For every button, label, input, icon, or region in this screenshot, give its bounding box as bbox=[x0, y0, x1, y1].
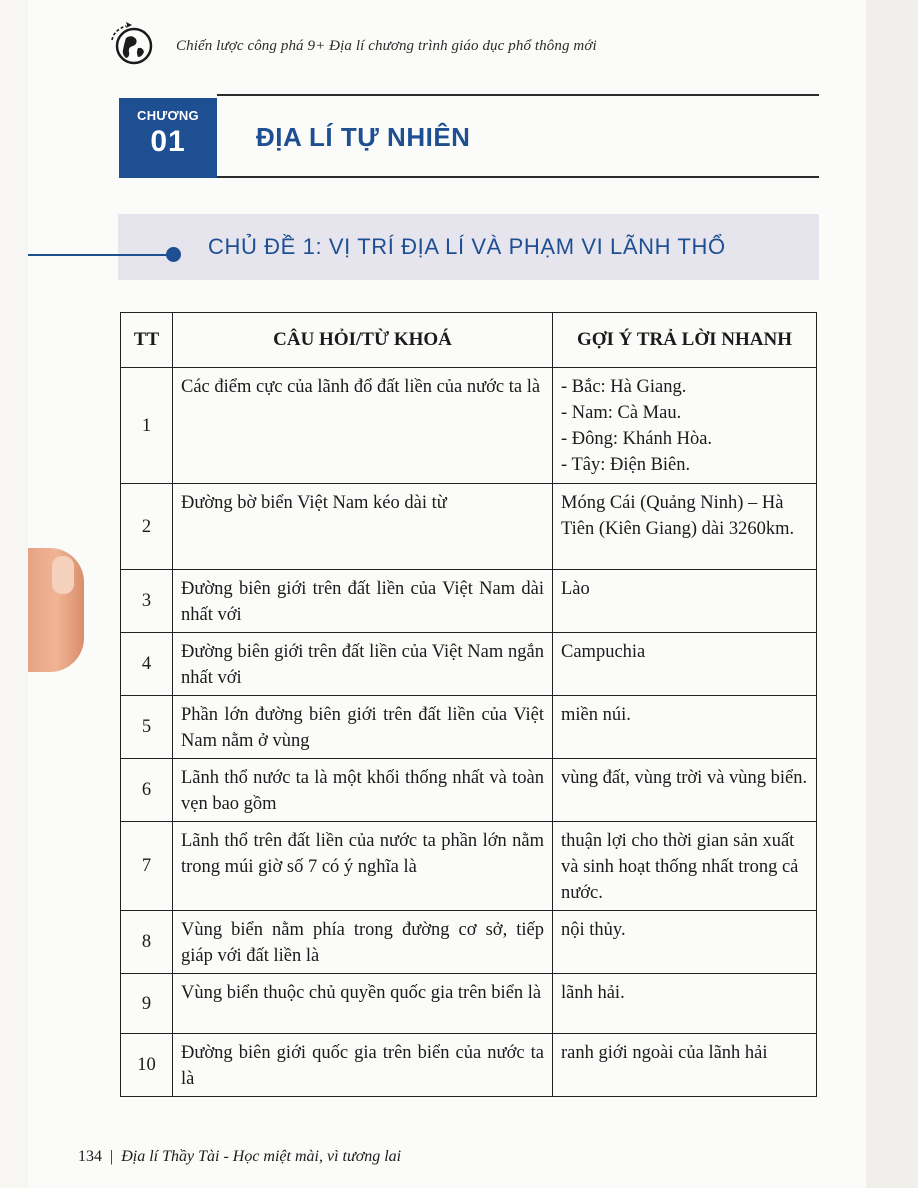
answer-line: - Đông: Khánh Hòa. bbox=[561, 429, 713, 449]
row-question: Vùng biển nằm phía trong đường cơ sở, tiếp giáp với đất liền là bbox=[173, 911, 553, 974]
row-answer bbox=[553, 1034, 817, 1097]
answer-line: nội thủy. bbox=[561, 920, 626, 940]
topic-line bbox=[28, 254, 176, 256]
row-answer bbox=[553, 484, 817, 570]
answer-line: Lào bbox=[561, 579, 590, 599]
qa-table bbox=[120, 312, 817, 1097]
page-number: 134 bbox=[78, 1148, 102, 1165]
topic-bullet-icon bbox=[166, 247, 181, 262]
table-row bbox=[121, 570, 817, 633]
row-answer bbox=[553, 822, 817, 911]
answer-line: Campuchia bbox=[561, 642, 646, 662]
answer-line: - Tây: Điện Biên. bbox=[561, 455, 691, 475]
row-question: Đường bờ biển Việt Nam kéo dài từ bbox=[173, 484, 553, 570]
row-question: Lãnh thổ trên đất liền của nước ta phần lớn nằm trong múi giờ số 7 có ý nghĩa là bbox=[173, 822, 553, 911]
row-question: Các điểm cực của lãnh đổ đất liền của nước ta là bbox=[173, 368, 553, 484]
running-header: Chiến lược công phá 9+ Địa lí chương trình giáo dục phổ thông mới bbox=[176, 38, 597, 54]
column-header-question: CÂU HỎI/TỪ KHOÁ bbox=[173, 313, 553, 368]
row-number: 4 bbox=[121, 633, 173, 696]
answer-line: - Nam: Cà Mau. bbox=[561, 403, 682, 423]
chapter-label: CHƯƠNG bbox=[137, 108, 199, 123]
answer-line: thuận lợi cho thời gian sản xuất và sinh hoạt thống nhất trong cả nước. bbox=[561, 831, 799, 903]
chapter-title: ĐỊA LÍ TỰ NHIÊN bbox=[256, 122, 471, 152]
table-body bbox=[121, 368, 817, 1097]
row-number: 7 bbox=[121, 822, 173, 911]
row-number: 10 bbox=[121, 1034, 173, 1097]
row-question: Lãnh thổ nước ta là một khối thống nhất và toàn vẹn bao gồm bbox=[173, 759, 553, 822]
thumb-nail bbox=[52, 556, 74, 594]
row-question: Đường biên giới trên đất liền của Việt Nam dài nhất với bbox=[173, 570, 553, 633]
row-answer bbox=[553, 911, 817, 974]
column-header-tt: TT bbox=[121, 313, 173, 368]
answer-line: ranh giới ngoài của lãnh hải bbox=[561, 1043, 768, 1063]
page-edge bbox=[866, 0, 918, 1188]
row-number: 6 bbox=[121, 759, 173, 822]
row-number: 8 bbox=[121, 911, 173, 974]
row-question: Vùng biển thuộc chủ quyền quốc gia trên biển là bbox=[173, 974, 553, 1034]
table-row bbox=[121, 974, 817, 1034]
globe-plane-icon bbox=[106, 18, 158, 70]
row-number: 9 bbox=[121, 974, 173, 1034]
chapter-badge bbox=[119, 98, 217, 178]
chapter-number: 01 bbox=[150, 125, 186, 158]
table-row bbox=[121, 759, 817, 822]
row-question: Đường biên giới quốc gia trên biển của nước ta là bbox=[173, 1034, 553, 1097]
table-row bbox=[121, 1034, 817, 1097]
topic-title: CHỦ ĐỀ 1: VỊ TRÍ ĐỊA LÍ VÀ PHẠM VI LÃNH THỔ bbox=[208, 234, 726, 259]
table-row bbox=[121, 696, 817, 759]
table-row bbox=[121, 911, 817, 974]
table-row bbox=[121, 368, 817, 484]
row-question: Đường biên giới trên đất liền của Việt Nam ngắn nhất với bbox=[173, 633, 553, 696]
chapter-rule-top bbox=[217, 94, 819, 96]
answer-line: lãnh hải. bbox=[561, 983, 625, 1003]
answer-line: - Bắc: Hà Giang. bbox=[561, 377, 687, 397]
table-row bbox=[121, 484, 817, 570]
row-question: Phần lớn đường biên giới trên đất liền của Việt Nam nằm ở vùng bbox=[173, 696, 553, 759]
row-answer bbox=[553, 696, 817, 759]
page-footer bbox=[78, 1148, 401, 1166]
table-header-row bbox=[121, 313, 817, 368]
row-answer bbox=[553, 759, 817, 822]
table-row bbox=[121, 822, 817, 911]
row-number: 2 bbox=[121, 484, 173, 570]
row-answer bbox=[553, 570, 817, 633]
row-answer bbox=[553, 974, 817, 1034]
row-number: 1 bbox=[121, 368, 173, 484]
answer-line: miền núi. bbox=[561, 705, 631, 725]
row-number: 5 bbox=[121, 696, 173, 759]
row-number: 3 bbox=[121, 570, 173, 633]
table-row bbox=[121, 633, 817, 696]
answer-line: Móng Cái (Quảng Ninh) – Hà Tiên (Kiên Giang) dài 3260km. bbox=[561, 493, 795, 539]
row-answer bbox=[553, 633, 817, 696]
answer-line: vùng đất, vùng trời và vùng biển. bbox=[561, 768, 808, 788]
row-answer bbox=[553, 368, 817, 484]
footer-text: Địa lí Thầy Tài - Học miệt mài, vì tương lai bbox=[121, 1148, 402, 1165]
footer-separator: | bbox=[110, 1148, 114, 1165]
column-header-answer: GỢI Ý TRẢ LỜI NHANH bbox=[553, 313, 817, 368]
chapter-rule-bottom bbox=[217, 176, 819, 178]
